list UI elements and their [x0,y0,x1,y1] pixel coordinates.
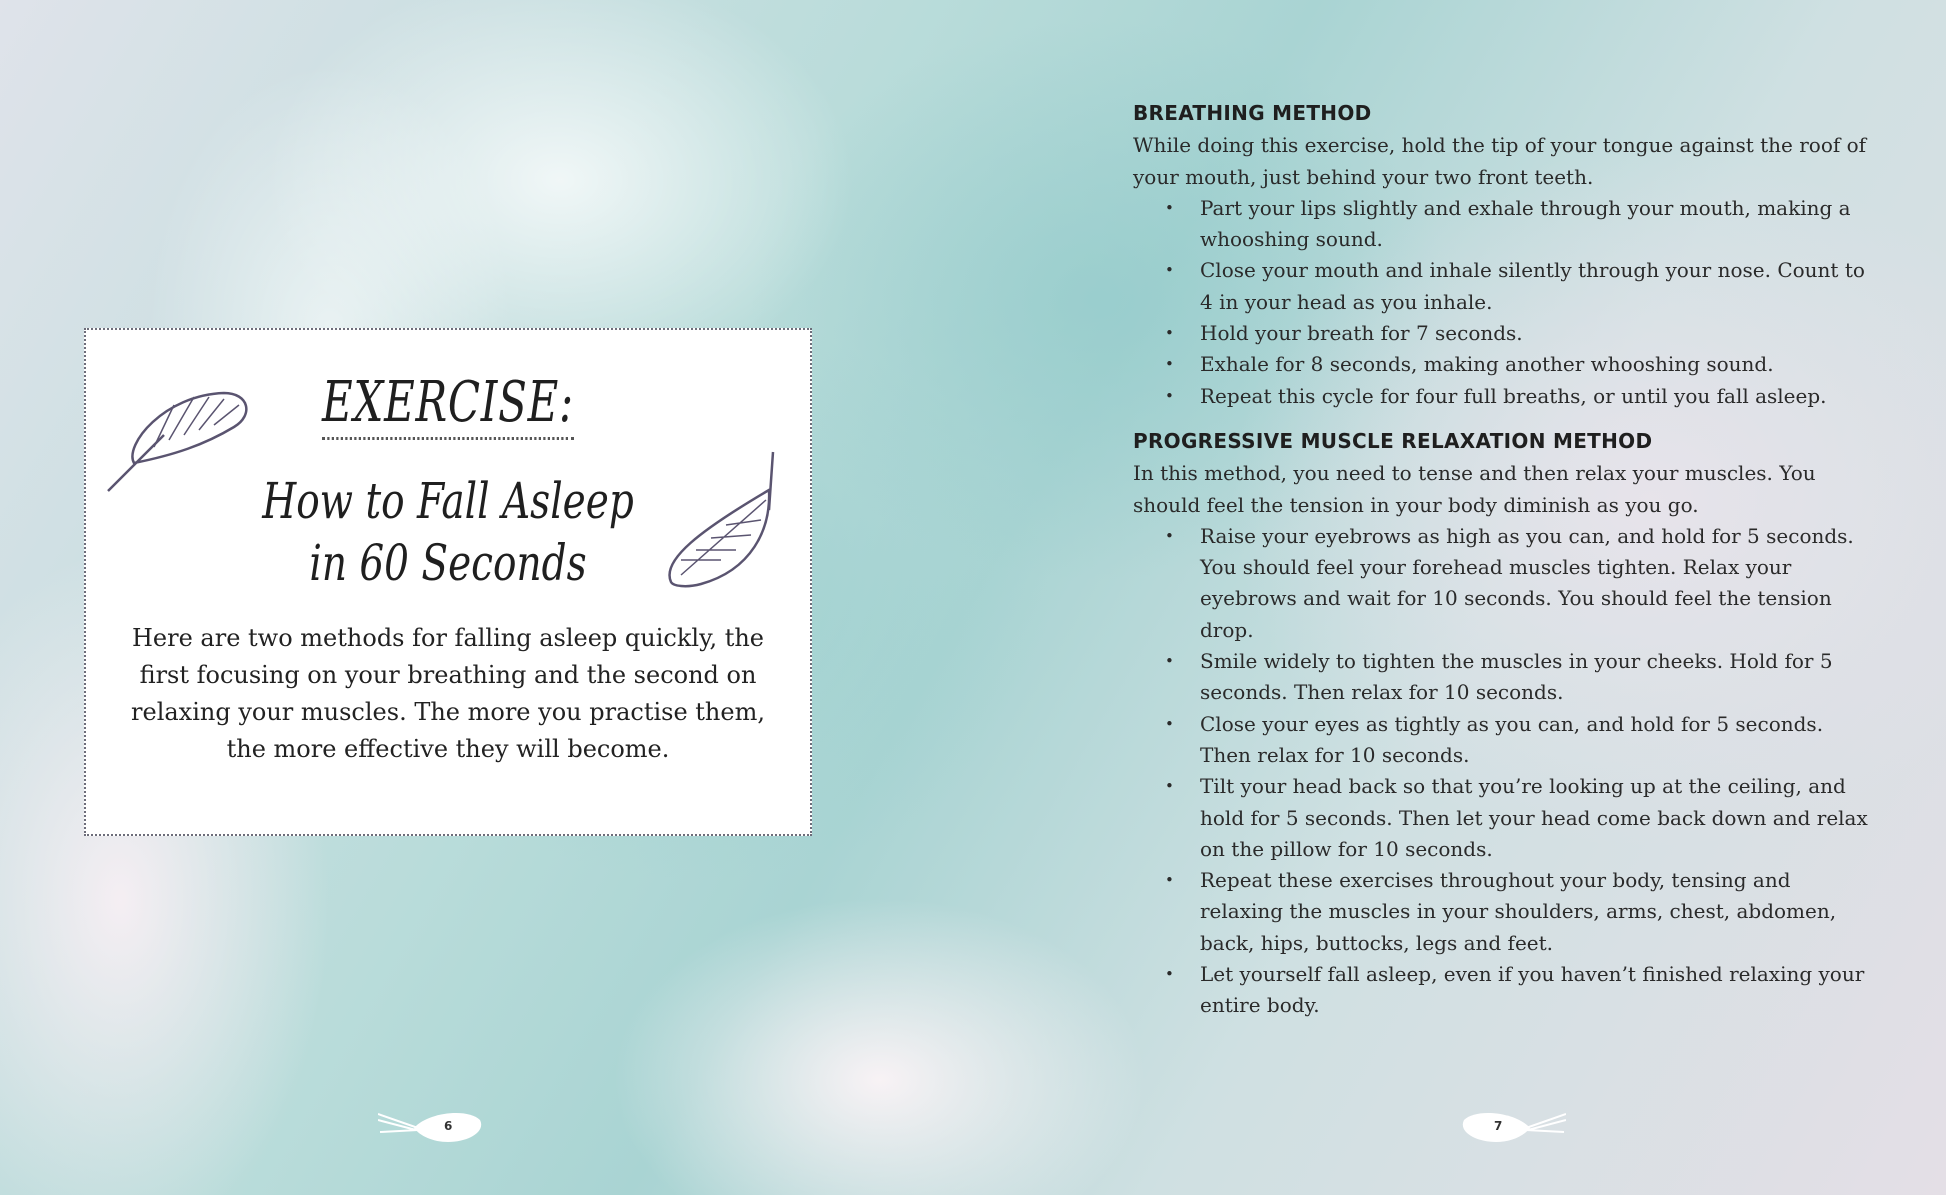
section-intro: In this method, you need to tense and then relax your muscles. You should feel the tension in your body diminish as you go. [1133,461,1816,517]
list-item: • Smile widely to tighten the muscles in your cheeks. Hold for 5 seconds. Then relax for 10 seconds. [1133,646,1873,709]
muscle-relaxation-section [1133,426,1873,1022]
feather-icon [661,450,781,590]
breathing-method-section [1133,98,1873,412]
right-page-content [1133,98,1873,1022]
section-heading: PROGRESSIVE MUSCLE RELAXATION METHOD [1133,428,1653,453]
list-item: • Raise your eyebrows as high as you can, and hold for 5 seconds. You should feel your forehead muscles tighten. Relax your eyebrows and wait for 10 seconds. You should feel the tension drop. [1133,521,1873,646]
list-item: • Repeat this cycle for four full breaths, or until you fall asleep. [1133,381,1873,412]
list-item: • Let yourself fall asleep, even if you haven’t finished relaxing your entire body. [1133,959,1873,1022]
list-item: • Hold your breath for 7 seconds. [1133,318,1873,349]
feather-icon [1456,1110,1566,1144]
section-heading: BREATHING METHOD [1133,101,1372,125]
list-item: • Part your lips slightly and exhale through your mouth, making a whooshing sound. [1133,193,1873,256]
feather-icon [378,1110,488,1144]
steps-list [1133,193,1873,412]
list-item: • Close your eyes as tightly as you can, and hold for 5 seconds. Then relax for 10 seconds. [1133,709,1873,772]
page-number-left: 6 [378,1110,488,1144]
exercise-label: EXERCISE: [177,370,720,435]
section-intro: While doing this exercise, hold the tip of your tongue against the roof of your mouth, just behind your two front teeth. [1133,133,1867,189]
list-item: • Exhale for 8 seconds, making another whooshing sound. [1133,349,1873,380]
list-item: • Close your mouth and inhale silently through your nose. Count to 4 in your head as you inhale. [1133,255,1873,318]
list-item: • Tilt your head back so that you’re looking up at the ceiling, and hold for 5 seconds. Then let your head come back down and relax on the pillow for 10 seconds. [1133,771,1873,865]
exercise-intro: Here are two methods for falling asleep quickly, the first focusing on your breathing and the second on relaxing your muscles. The more you practise them, the more effective they will become. [131,624,765,763]
steps-list [1133,521,1873,1022]
exercise-box [84,328,812,836]
exercise-title: How to Fall Asleep in 60 Seconds [262,472,634,592]
list-item: • Repeat these exercises throughout your body, tensing and relaxing the muscles in your shoulders, arms, chest, abdomen, back, hips, buttocks, legs and feet. [1133,865,1873,959]
page-number-right: 7 [1456,1110,1566,1144]
